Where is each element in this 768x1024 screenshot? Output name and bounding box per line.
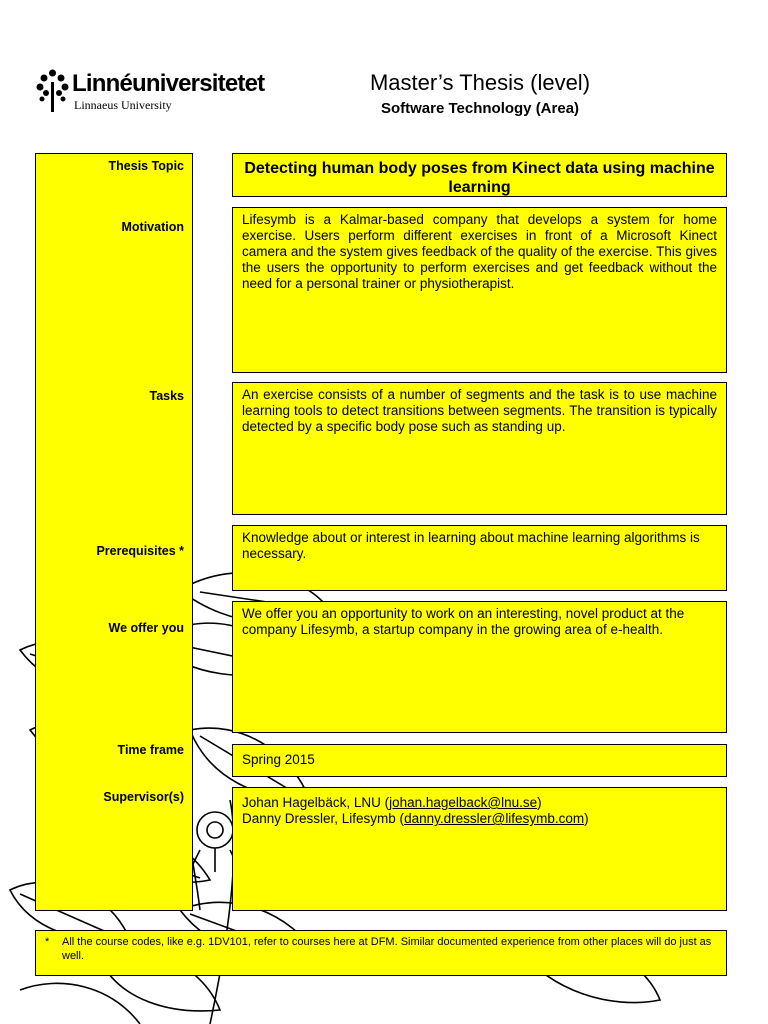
- label-column: [35, 153, 193, 911]
- label-motivation: Motivation: [121, 220, 184, 234]
- tree-logo-icon: [36, 68, 70, 114]
- supervisor-line: Johan Hagelbäck, LNU (johan.hagelback@lnu.se): [242, 795, 542, 810]
- tasks-box: An exercise consists of a number of segments and the task is to use machine learning tools to detect transitions between segments. The transition is typically detected by a specific body pose such as standing up.: [232, 382, 727, 515]
- label-tasks: Tasks: [149, 389, 184, 403]
- label-we-offer-you: We offer you: [108, 621, 184, 635]
- supervisor-email-link[interactable]: danny.dressler@lifesymb.com: [404, 811, 585, 826]
- label-prerequisites: Prerequisites *: [96, 544, 184, 558]
- page-title: Master’s Thesis (level): [369, 70, 591, 95]
- we-offer-you-box: We offer you an opportunity to work on an interesting, novel product at the company Lifesymb, a startup company in the growing area of e-health.: [232, 601, 727, 733]
- supervisors-box: [232, 787, 727, 911]
- time-frame-box: Spring 2015: [232, 744, 727, 777]
- label-thesis-topic: Thesis Topic: [108, 159, 184, 173]
- supervisor-email-link[interactable]: johan.hagelback@lnu.se: [389, 795, 538, 810]
- logo-subtext: Linnaeus University: [74, 98, 172, 112]
- thesis-topic-box: Detecting human body poses from Kinect data using machine learning: [232, 153, 727, 197]
- footnote-box: [35, 930, 727, 976]
- prerequisites-box: Knowledge about or interest in learning about machine learning algorithms is necessary.: [232, 525, 727, 591]
- university-logo: [36, 68, 296, 114]
- label-supervisors: Supervisor(s): [103, 790, 184, 804]
- motivation-box: Lifesymb is a Kalmar-based company that develops a system for home exercise. Users perform different exercises in front of a Microsoft Kinect camera and the system gives feedback of the quality of the exercise. This gives the users the opportunity to perform exercises and get feedback without the need for a personal trainer or physiotherapist.: [232, 207, 727, 373]
- supervisor-line: Danny Dressler, Lifesymb (danny.dressler@lifesymb.com): [242, 811, 589, 826]
- page-subtitle: Software Technology (Area): [380, 100, 580, 117]
- label-time-frame: Time frame: [117, 743, 184, 757]
- footnote-marker: *: [45, 936, 50, 948]
- footnote-text: All the course codes, like e.g. 1DV101, refer to courses here at DFM. Similar documented experience from other places will do just as well.: [62, 936, 712, 962]
- logo-name: Linnéuniversitetet: [72, 70, 265, 97]
